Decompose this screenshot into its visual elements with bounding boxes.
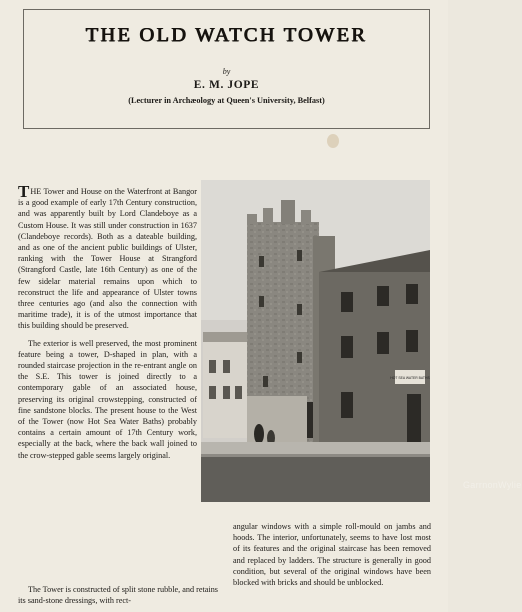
author-name: E. M. JOPE (193, 79, 260, 91)
paragraph-1 (18, 182, 197, 332)
byline-by: by (222, 67, 231, 76)
tower-photograph (201, 180, 430, 502)
bottom-left-column (18, 500, 218, 612)
author-affiliation: (Lecturer in Archæology at Queen's University, Belfast) (128, 96, 325, 105)
paragraph-4: angular windows with a simple roll-mould on jambs and hoods. The interior, unfortunately, seems to have lost most of its features and the original staircase has been removed and replaced by ladders. The structure is generally in good condition, but several of the original windows have been blocked with bricks and should be unblocked. (233, 522, 431, 588)
left-column (18, 182, 197, 467)
paragraph-1-text: HE Tower and House on the Waterfront at Bangor is a good example of early 17th Century construction, and was apparently built by Lord Clandeboye as a Custom House. It was still under construction in 1637 (Clandeboye records). Both as a dateable building, and as one of the ancient public buildings of Ulster, ranking with the Tower House at Strangford (Strangford Castle, late 16th Century) as one of the few sidelar material remains upon which to reconstruct the life and appearance of Ulster towns three centuries ago (and also the connection with maritime trade), it is of the utmost importance that this building should be preserved. (18, 187, 197, 331)
paragraph-3: The Tower is constructed of split stone rubble, and retains its sand-stone dressings, with rect- (18, 585, 218, 606)
drop-cap: T (18, 182, 30, 201)
baths-sign: HOT SEA WATER BATHS (390, 376, 430, 380)
watermark: GarrnonWylie (463, 480, 522, 490)
article-title: THE OLD WATCH TOWER (85, 24, 368, 46)
watch-tower-photo (201, 180, 522, 502)
paper-stain (327, 134, 339, 148)
paragraph-2: The exterior is well preserved, the most prominent feature being a tower, D-shaped in plan, with a rounded staircase projection in the re-entrant angle on the S.E. This tower is joined directly to a contemporary gable of an associated house, preserving its original crowstepping, constructed of fine sandstone blocks. The present house to the West of the Tower (now Hot Sea Water Baths) probably contains a certain amount of 17th Century work, especially at the back, where the back wall joined to the crow-stepped gable seems largely original. (18, 338, 197, 460)
title-box (23, 9, 430, 129)
bottom-right-column (233, 521, 431, 588)
